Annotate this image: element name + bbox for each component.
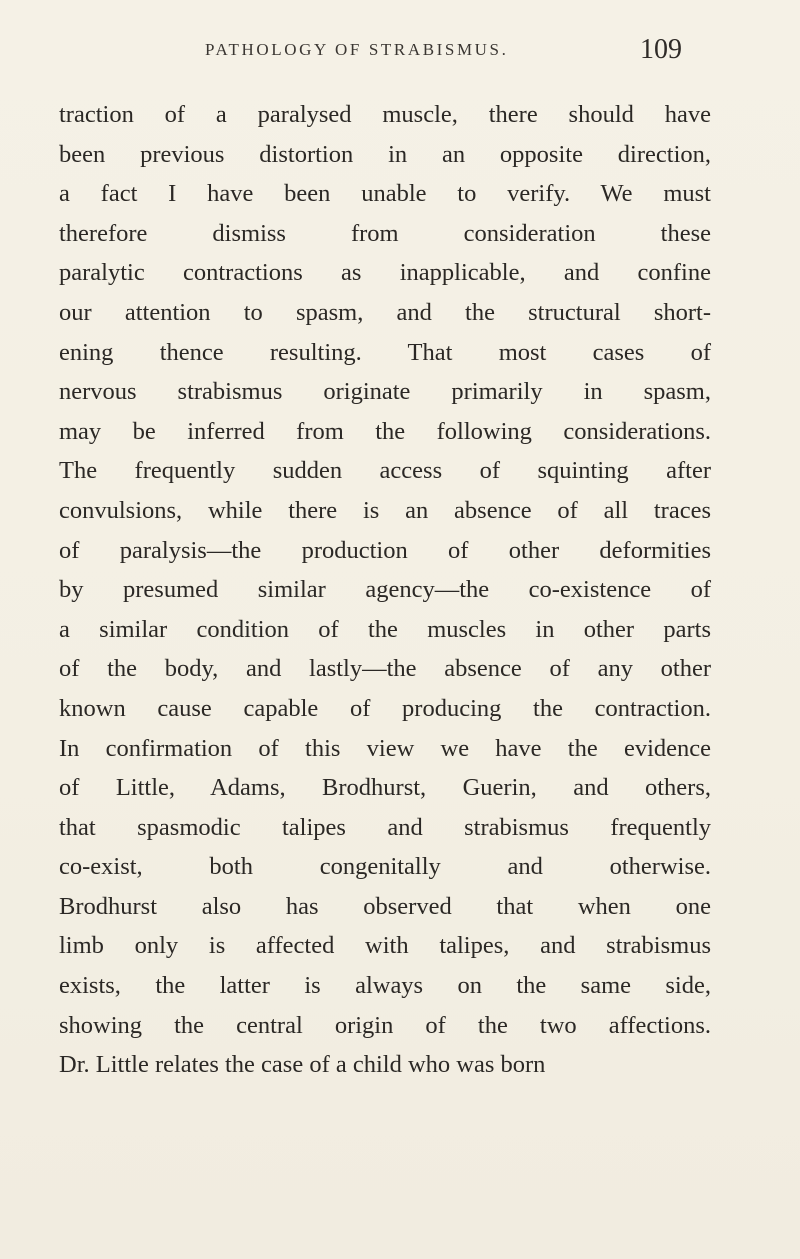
text-line: of Little, Adams, Brodhurst, Guerin, and others,	[59, 774, 711, 802]
text-line: paralytic contractions as inapplicable, and confine	[59, 259, 711, 287]
text-line: known cause capable of producing the contraction.	[59, 694, 711, 722]
text-line: a fact I have been unable to verify. We must	[59, 180, 711, 208]
text-line: Brodhurst also has observed that when one	[59, 892, 711, 920]
page-number: 109	[640, 34, 682, 65]
running-head	[0, 34, 800, 74]
text-line: ening thence resulting. That most cases of	[59, 338, 711, 366]
text-line: may be inferred from the following considerations.	[59, 417, 711, 445]
text-line: a similar condition of the muscles in other parts	[59, 615, 711, 643]
body-text	[59, 95, 711, 1085]
text-line: Dr. Little relates the case of a child who was born	[59, 1051, 546, 1079]
running-title: PATHOLOGY OF STRABISMUS.	[205, 40, 509, 59]
text-line: by presumed similar agency—the co-existence of	[59, 576, 711, 604]
text-line: our attention to spasm, and the structural short-	[59, 298, 711, 326]
text-line: The frequently sudden access of squinting after	[59, 457, 711, 485]
text-line: co-exist, both congenitally and otherwise.	[59, 853, 711, 881]
text-line: nervous strabismus originate primarily in spasm,	[59, 378, 711, 406]
text-line: of paralysis—the production of other deformities	[59, 536, 711, 564]
text-line: therefore dismiss from consideration these	[59, 219, 711, 247]
text-line: showing the central origin of the two affections.	[59, 1011, 711, 1039]
text-line: traction of a paralysed muscle, there should have	[59, 101, 711, 128]
text-line: been previous distortion in an opposite direction,	[59, 140, 711, 168]
text-line: limb only is affected with talipes, and strabismus	[59, 932, 711, 960]
text-line: that spasmodic talipes and strabismus frequently	[59, 813, 711, 841]
text-line: of the body, and lastly—the absence of any other	[59, 655, 711, 683]
text-line: convulsions, while there is an absence of all traces	[59, 496, 711, 524]
text-line: exists, the latter is always on the same side,	[59, 972, 711, 1000]
text-line: In confirmation of this view we have the evidence	[59, 734, 711, 762]
